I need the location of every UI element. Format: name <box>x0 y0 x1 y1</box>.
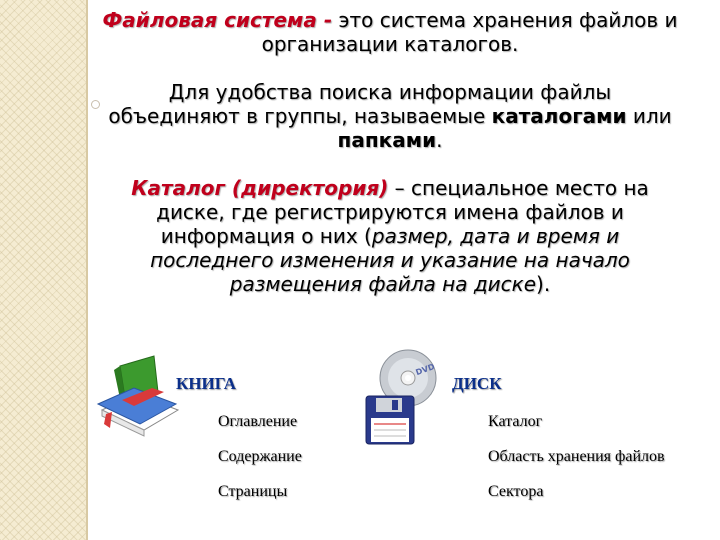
catalog-text: – специальное место на диске, где регистрируются имена файлов и информация о них ( <box>156 176 649 248</box>
book-item-content: Содержание <box>218 448 302 465</box>
left-divider-line <box>86 0 88 540</box>
book-item-pages: Страницы <box>218 483 288 500</box>
term-file-system: Файловая система - <box>102 8 333 32</box>
book-item-contents: Оглавление <box>218 413 298 430</box>
definition-paragraph <box>100 8 680 56</box>
decorative-left-band <box>0 0 88 540</box>
disk-item-storage-area: Область хранения файлов <box>488 448 665 465</box>
grouping-end: . <box>436 128 443 152</box>
catalog-end: ). <box>536 272 551 296</box>
grouping-paragraph <box>100 80 680 152</box>
catalog-paragraph <box>100 176 680 296</box>
term-catalog: Каталог (директория) <box>131 176 389 200</box>
word-catalogs: каталогами <box>491 104 627 128</box>
grouping-text: Для удобства поиска информации файлы объединяют в группы, называемые <box>108 80 612 128</box>
disk-item-sectors: Сектора <box>488 483 544 500</box>
floppy-disk-icon <box>364 394 416 446</box>
slide-body <box>100 8 680 296</box>
disk-item-catalog: Каталог <box>488 413 543 430</box>
svg-text:DVD: DVD <box>414 362 436 378</box>
decorative-ring <box>91 100 100 109</box>
book-column-header: КНИГА <box>176 374 237 393</box>
disk-column-header: ДИСК <box>452 374 502 393</box>
definition-text: это система хранения файлов и организации каталогов. <box>261 8 678 56</box>
word-or: или <box>626 104 672 128</box>
book-icon <box>92 352 188 438</box>
word-folders: папками <box>337 128 437 152</box>
catalog-details: размер, дата и время и последнего изменения и указание на начало размещения файла на диске <box>150 224 630 296</box>
